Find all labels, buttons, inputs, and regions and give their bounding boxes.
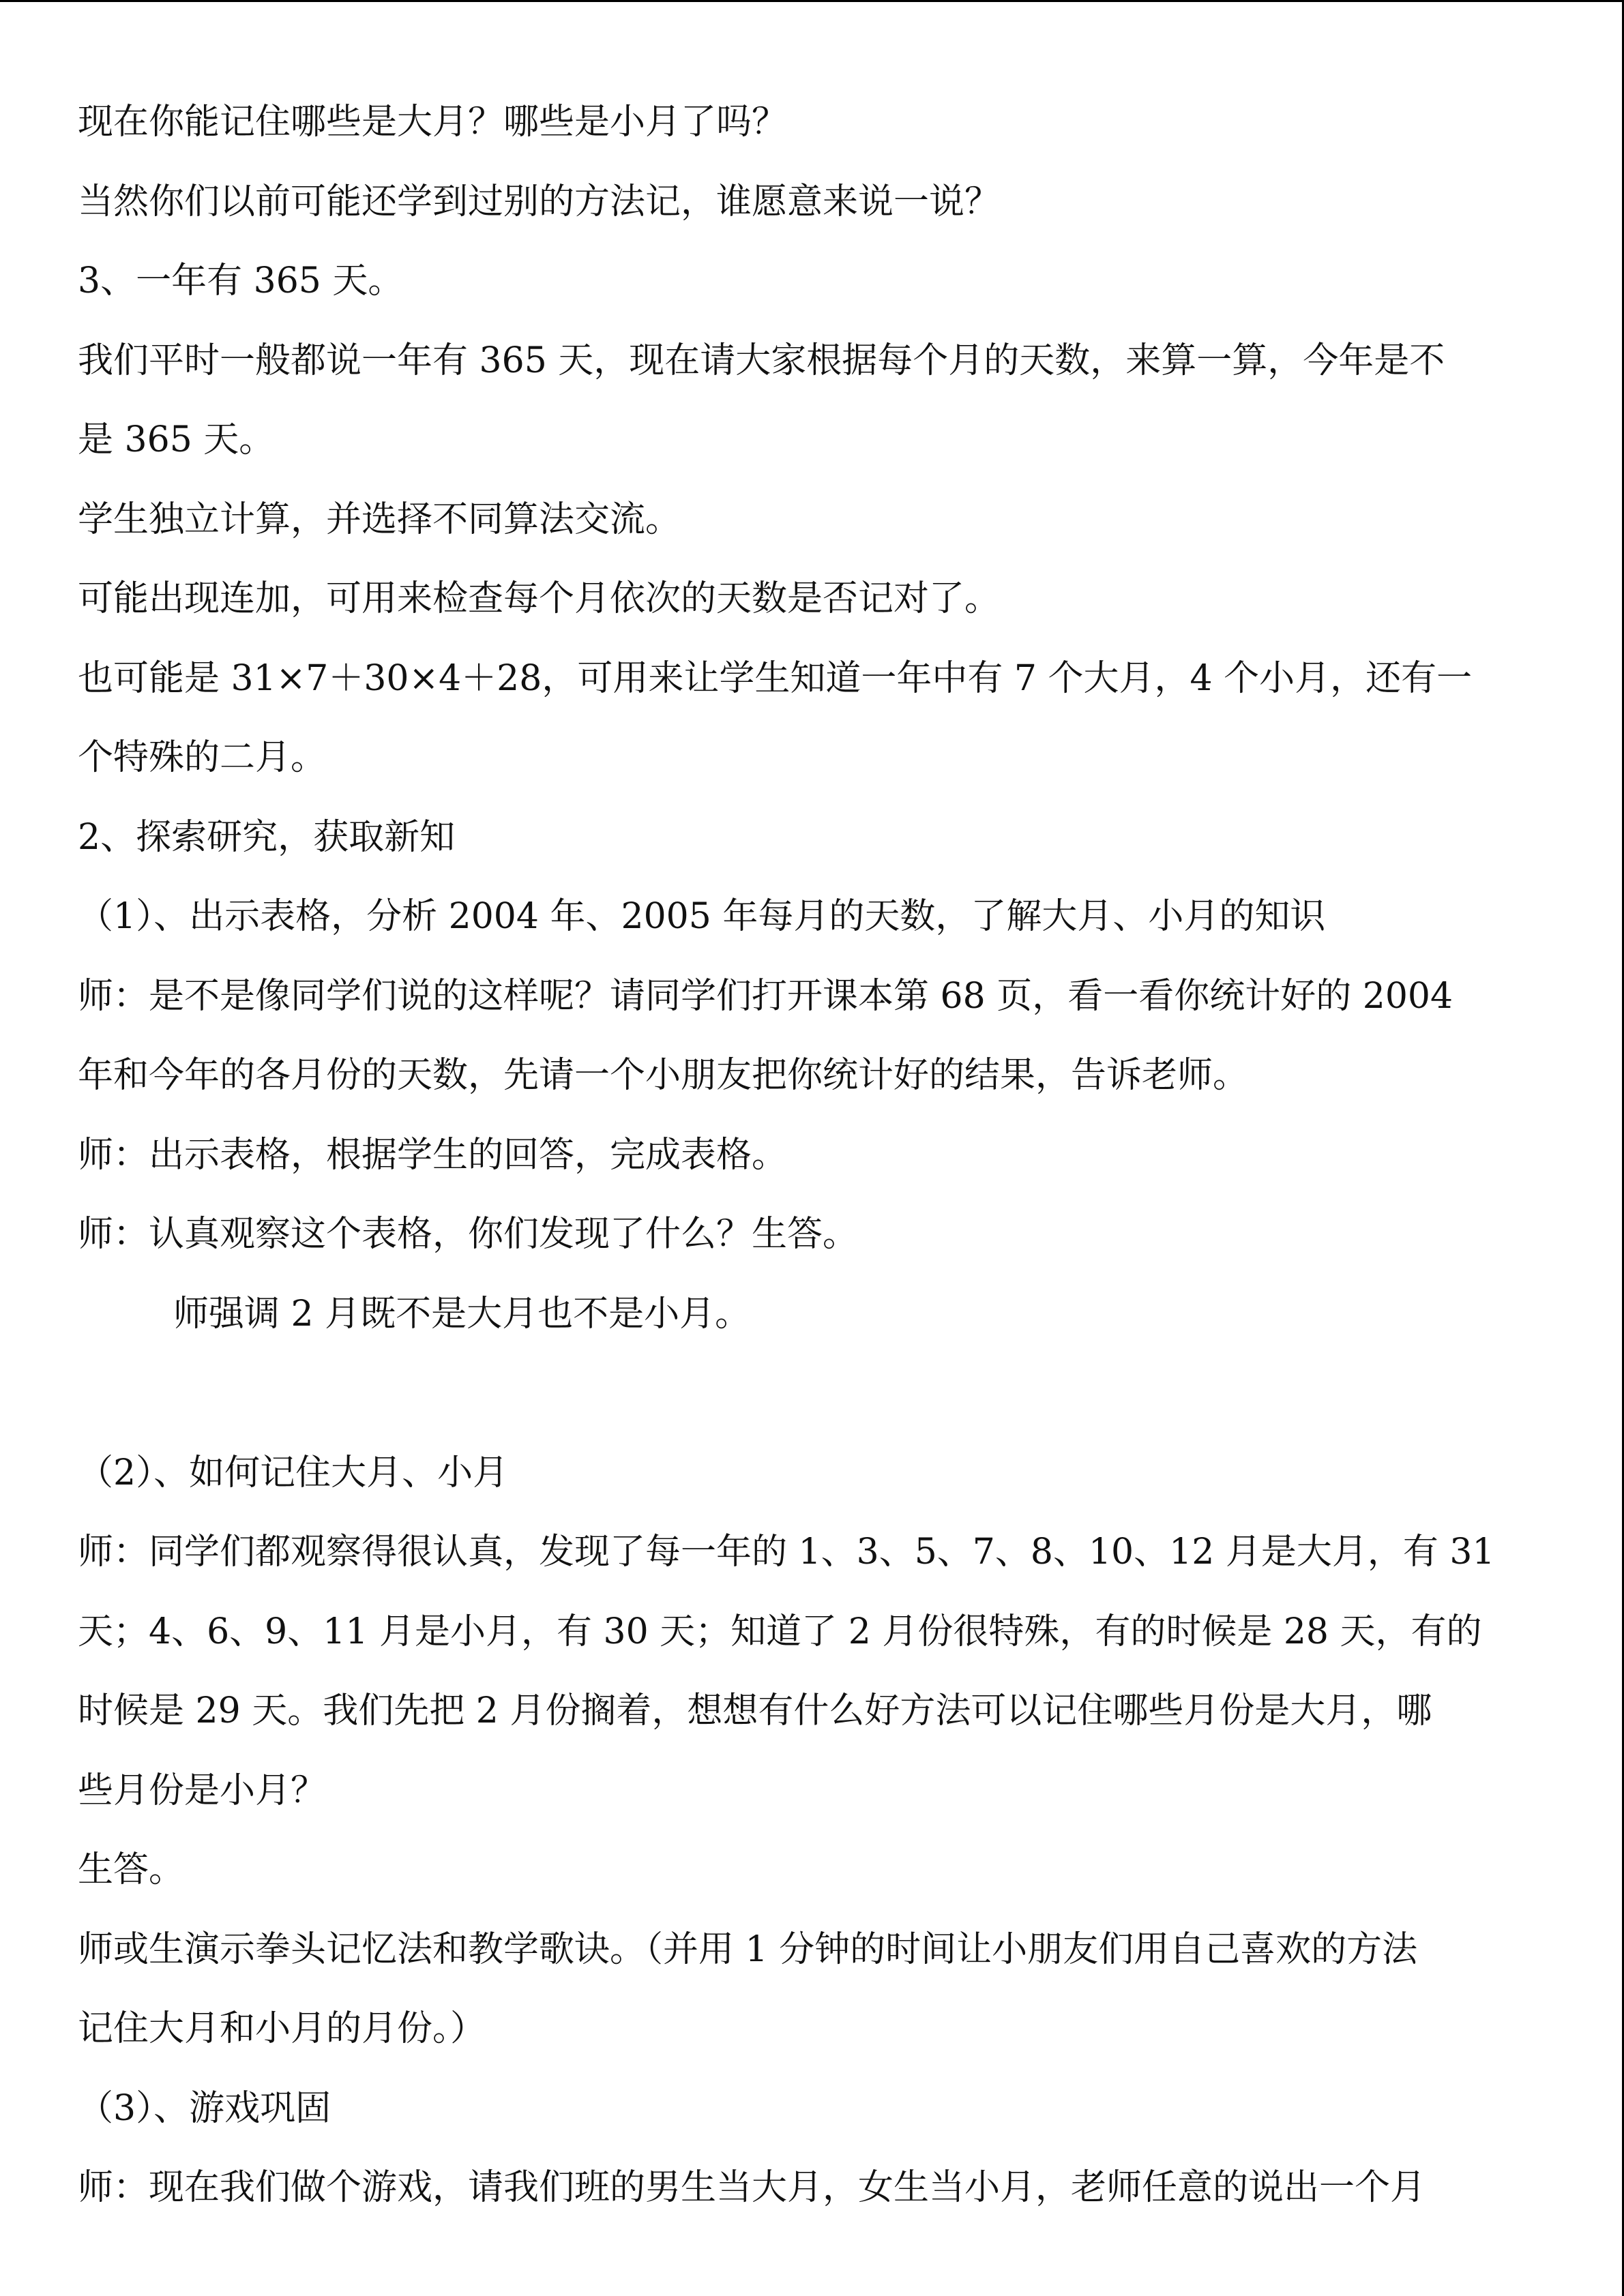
text-line: 我们平时一般都说一年有 365 天，现在请大家根据每个月的天数，来算一算，今年是不 bbox=[78, 340, 1445, 381]
text-line: 天；4、6、9、11 月是小月，有 30 天；知道了 2 月份很特殊，有的时候是 28 天，有的 bbox=[78, 1611, 1482, 1652]
text-line: 当然你们以前可能还学到过别的方法记，谁愿意来说一说？ bbox=[78, 181, 1001, 222]
text-line: 师：出示表格，根据学生的回答，完成表格。 bbox=[78, 1134, 788, 1176]
text-line-indented: 师强调 2 月既不是大月也不是小月。 bbox=[173, 1293, 751, 1335]
text-line: 记住大月和小月的月份。） bbox=[78, 2008, 486, 2049]
text-line: 生答。 bbox=[78, 1849, 185, 1890]
text-line: 现在你能记住哪些是大月？哪些是小月了吗？ bbox=[78, 102, 788, 143]
section-heading: 2、探索研究，获取新知 bbox=[78, 816, 456, 858]
text-line: 师：是不是像同学们说的这样呢？请同学们打开课本第 68 页，看一看你统计好的 2004 bbox=[78, 975, 1453, 1017]
text-line: 年和今年的各月份的天数，先请一个小朋友把你统计好的结果，告诉老师。 bbox=[78, 1055, 1249, 1096]
text-line: 时候是 29 天。我们先把 2 月份搁着，想想有什么好方法可以记住哪些月份是大月，哪 bbox=[78, 1690, 1432, 1731]
text-line: 些月份是小月？ bbox=[78, 1770, 327, 1811]
text-line: 师：同学们都观察得很认真，发现了每一年的 1、3、5、7、8、10、12 月是大月，有 31 bbox=[78, 1532, 1495, 1572]
subsection-heading: （3）、游戏巩固 bbox=[78, 2087, 331, 2129]
text-line: 是 365 天。 bbox=[78, 419, 275, 460]
document-body bbox=[78, 83, 1544, 2228]
text-line: 可能出现连加，可用来检查每个月依次的天数是否记对了。 bbox=[78, 578, 1001, 619]
text-line: 也可能是 31×7＋30×4＋28，可用来让学生知道一年中有 7 个大月，4 个小月，还有一 bbox=[78, 657, 1473, 699]
section-heading: 3、一年有 365 天。 bbox=[78, 260, 404, 301]
text-line: 师：认真观察这个表格，你们发现了什么？生答。 bbox=[78, 1214, 859, 1255]
text-line: 师或生演示拳头记忆法和教学歌诀。（并用 1 分钟的时间让小朋友们用自己喜欢的方法 bbox=[78, 1928, 1418, 1970]
blank-line bbox=[78, 1354, 1544, 1433]
subsection-heading: （1）、出示表格，分析 2004 年、2005 年每月的天数，了解大月、小月的知识 bbox=[78, 896, 1326, 937]
text-line: 师：现在我们做个游戏，请我们班的男生当大月，女生当小月，老师任意的说出一个月 bbox=[78, 2167, 1426, 2208]
subsection-heading: （2）、如何记住大月、小月 bbox=[78, 1452, 509, 1493]
text-line: 学生独立计算，并选择不同算法交流。 bbox=[78, 498, 681, 540]
text-line: 个特殊的二月。 bbox=[78, 737, 327, 778]
